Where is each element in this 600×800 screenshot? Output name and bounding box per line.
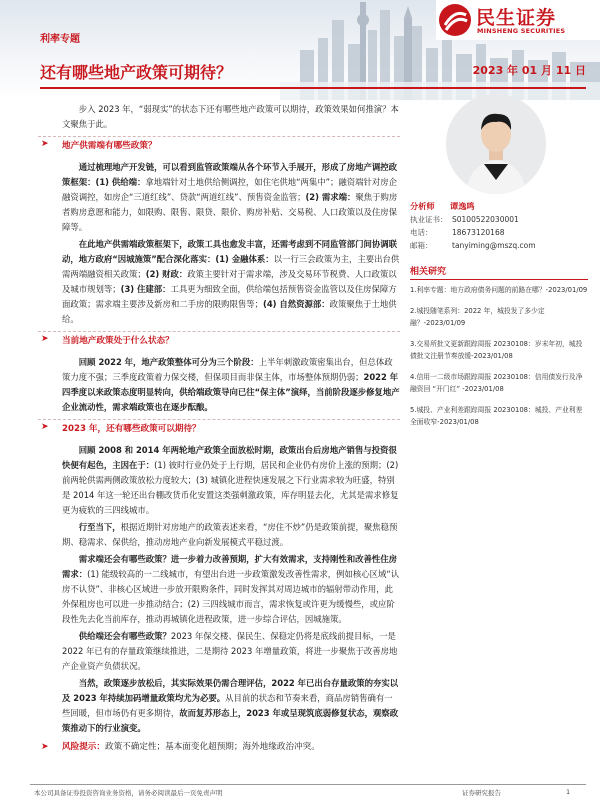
s2-paragraph: 回顾 2022 年，地产政策整体可分为三个阶段：上半年刺激政策密集出台，但总体政策力度不强；三季度政策着力保交楼，但保项目而非保主体，市场整体预期仍弱；2022 年四季度以来政策态度明显转向，供给端政策导向已往“保主体”演绎，当前阶段逐步修复地产企业流动性，需求端政策也在逐步酝酿。 xyxy=(62,357,400,412)
logo-text-en: MINSHENG SECURITIES xyxy=(477,27,566,35)
report-title: 还有哪些地产政策可期待？ xyxy=(40,63,233,82)
s1-paragraph-2: 在此地产供需端政策框架下，政策工具也愈发丰富，还需考虑到不同监管部门间协调联动，地方政府“因城施策”配合深化落实：(1) 金融体系：以一行三会政策为主，主要出台供需两端融资相关政策；(2) 财政：政策主要针对于需求端，涉及交易环节税费、人口政策以及城市规划等；(3) 住建部：工具更为细致全面，供给端包括预售资金监管以及住房保障方面政策；需求端主要涉及新房和二手房的限购限售等；(4) 自然资源部：政策聚焦于土地供给。 xyxy=(62,239,400,324)
related-research-heading: 相关研究 xyxy=(410,264,588,280)
section-heading-3: ➤ 2023 年，还有哪些政策可以期待？ xyxy=(38,419,400,437)
related-item[interactable]: 4.信用一二级市场跟踪周报 20230108：信用债发行及净融资回 “开门红” -2023/01/08 xyxy=(410,372,583,393)
header-divider xyxy=(40,87,586,89)
analyst-info: 分析师 谭逸鸣 执业证书： S0100522030001 电话： 18673120168 邮箱： tanyiming@mszq.com xyxy=(410,201,536,250)
arrow-icon: ➤ xyxy=(41,422,49,432)
related-item[interactable]: 5.城投、产业利差跟踪周报 20230108：城投、产业利差全面收窄-2023/01/08 xyxy=(410,405,583,426)
logo-mark-icon xyxy=(438,3,472,37)
related-item[interactable]: 2.城投随笔系列：2022 年，城投发了多少定融？-2023/01/09 xyxy=(410,306,545,327)
s3-paragraph-5: 当然，政策逐步放松后，其实际效果仍需合理评估，2022 年已出台存量政策的夯实以及 2023 年持续加码增量政策均尤为必要。从目前的状态和节奏来看，商品房销售确有一些回暖，但市场仍有更多期待，故而复苏形态上，2023 年或呈现筑底弱修复状态，观察政策推动下的行业演变。 xyxy=(62,678,399,733)
footer-disclaimer: 本公司具备证券投资咨询业务资格，请务必阅读最后一页免责声明 xyxy=(34,789,223,797)
s3-paragraph-3: 需求端还会有哪些政策？进一步着力改善预期，扩大有效需求，支持刚性和改善性住房需求：(1) 能级较高的一二线城市，有望出台进一步政策激发改善性需求，例如核心区域“认房不认贷”、非核心区域进一步放开限购条件，同时发挥其对周边城市的辐射带动作用，此外保租房也可以进一步推动结合；(2) 三四线城市而言，需求恢复或许更为缓慢些，或应阶段性先去化当前库存，推动再城镇化进程政策，进一步综合评估，因城施策。 xyxy=(62,554,400,624)
report-category: 利率专题 xyxy=(40,34,80,45)
related-item[interactable]: 3.交易所批文更新跟踪周报 20230108：岁末年初，城投债批文注册节奏放缓-2023/01/08 xyxy=(410,339,583,360)
risk-warning: ➤ 风险提示：政策不确定性；基本面变化超预期；海外地缘政治冲突。 xyxy=(38,740,400,755)
company-logo xyxy=(436,0,600,40)
s3-paragraph-4: 供给端还会有哪些政策？2023 年保交楼、保民生、保稳定仍将是底线前提目标，一是 2022 年已有的存量政策继续推进，二是期待 2023 年增量政策，将进一步聚焦于改善房地产企业资产负债状况。 xyxy=(62,631,398,671)
report-date: 2023 年 01 月 11 日 xyxy=(472,64,586,77)
section-heading-1: ➤ 地产供需端有哪些政策？ xyxy=(38,136,400,154)
footer-report-type: 证券研究报告 xyxy=(462,789,501,797)
report-body xyxy=(41,102,400,761)
analyst-photo xyxy=(446,94,546,194)
arrow-icon: ➤ xyxy=(41,139,49,149)
related-research-list xyxy=(410,284,588,429)
related-item[interactable]: 1.利率专题：地方政府债务问题的前路在哪？-2023/01/09 xyxy=(410,286,588,294)
arrow-icon: ➤ xyxy=(41,334,49,344)
arrow-icon: ➤ xyxy=(41,742,49,752)
avatar-icon xyxy=(446,94,546,194)
s1-paragraph-1: 通过梳理地产开发链，可以看到监管政策端从各个环节入手展开，形成了房地产调控政策框架：(1) 供给端：拿地端针对土地供给侧调控，如住宅供地“两集中”；融资端针对房企融资调控，如房企“三道红线”、贷款“两道红线”、预售资金监管；(2) 需求端：聚焦于购房者购房意愿和能力，如限购、限售、限贷、限价、购房补贴、交易税、人口政策以及住房保障等。 xyxy=(62,162,398,232)
header-banner xyxy=(0,0,600,100)
analyst-name: 谭逸鸣 xyxy=(450,201,475,211)
s3-paragraph-2: 行至当下，根据近期针对房地产的政策表述来看，“房住不炒”仍是政策前提，聚焦稳预期、稳需求、保供给，推动房地产业向新发展模式平稳过渡。 xyxy=(62,522,398,547)
section-heading-2: ➤ 当前地产政策处于什么状态？ xyxy=(38,331,400,349)
page-number: 1 xyxy=(566,788,571,796)
intro-paragraph: 步入 2023 年，“弱现实”的状态下还有哪些地产政策可以期待，政策效果如何推演？本文聚焦于此。 xyxy=(62,104,399,129)
s3-paragraph-1: 回顾 2008 和 2014 年两轮地产政策全面放松时期，政策出台后房地产销售与投资很快便有起色，主因在于：(1) 彼时行业仍处于上行期，居民和企业仍有房价上涨的预期；(2) 前两轮供需两侧政策放松力度较大；(3) 城镇化进程快速发展之下行业需求较为旺盛，特别是 2014 年这一轮还出台棚改货币化安置这类强刺激政策，库存明显去化，尤其是需求修复更为疲软的三四线城市。 xyxy=(62,445,399,515)
footer-divider xyxy=(30,784,586,785)
analyst-email[interactable]: tanyiming@mszq.com xyxy=(452,241,536,250)
sidebar xyxy=(410,94,588,437)
logo-text-cn: 民生证券 xyxy=(476,7,557,29)
